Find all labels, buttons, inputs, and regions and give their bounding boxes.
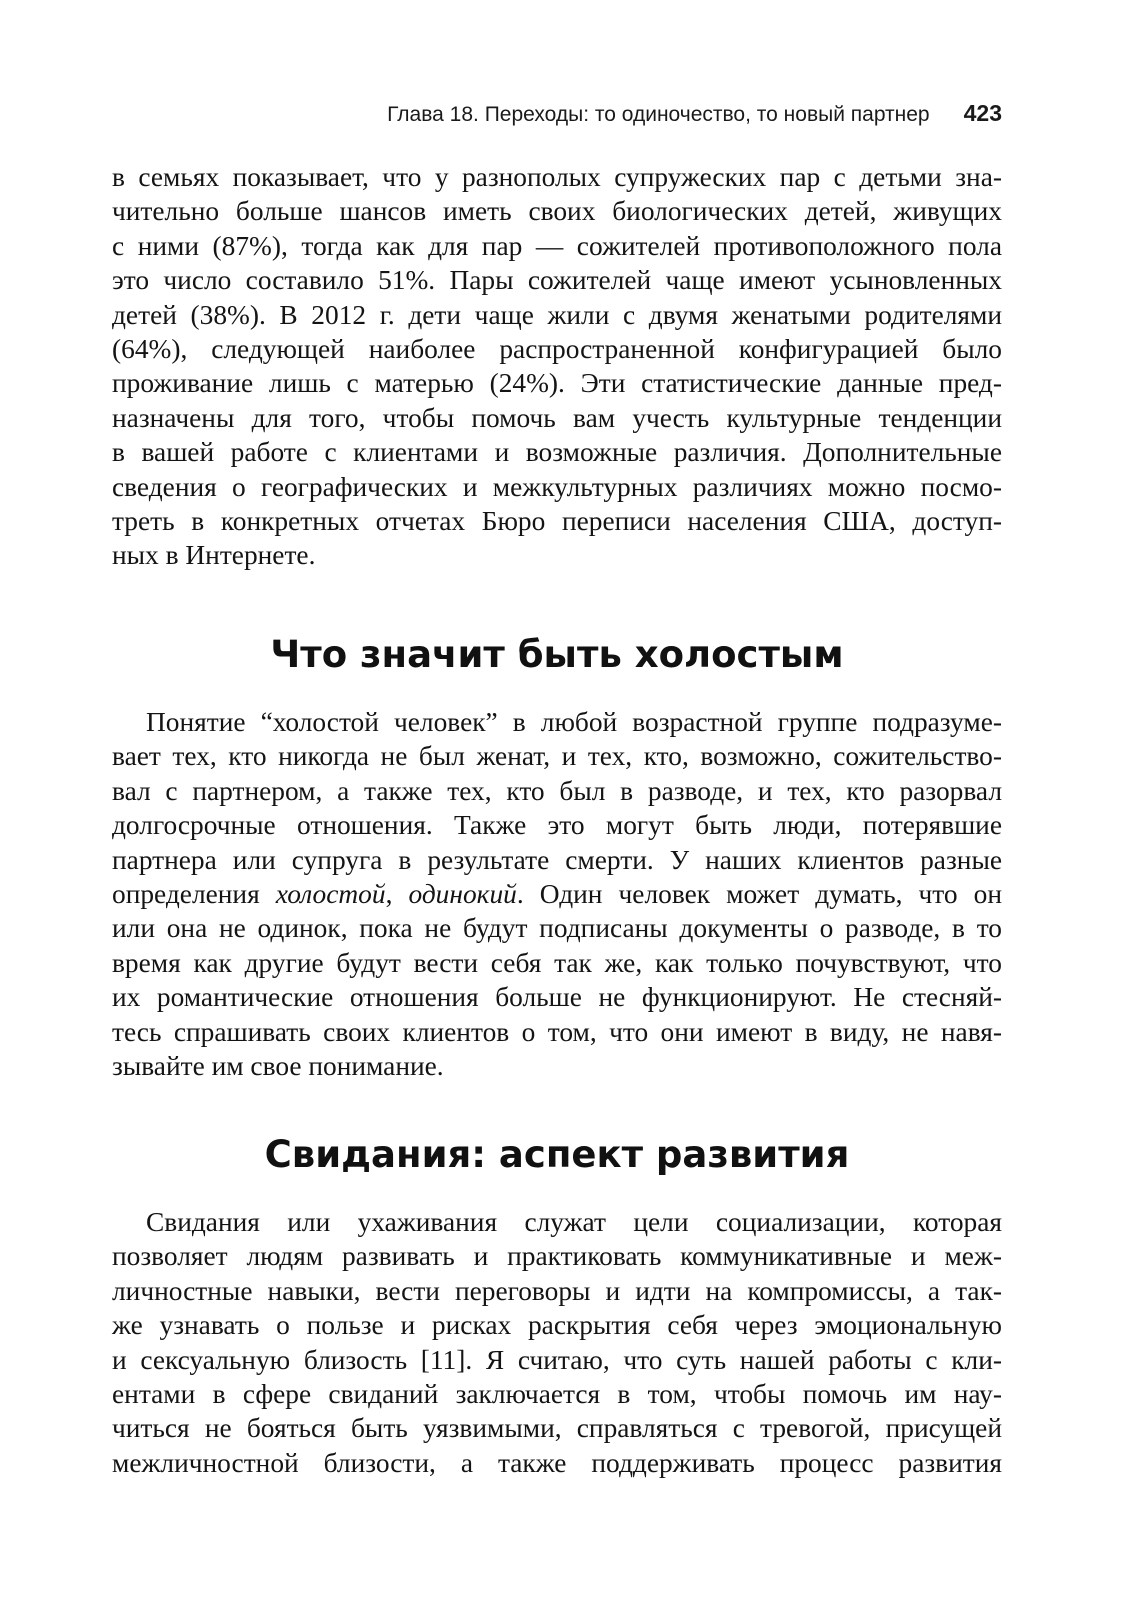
paragraph-1 — [112, 160, 1002, 573]
text-line: детей (38%). В 2012 г. дети чаще жили с двумя женатыми родителями — [112, 299, 1002, 330]
text-run: , — [385, 878, 409, 909]
text-line: назначены для того, чтобы помочь вам учесть культурные тенденции — [112, 402, 1002, 433]
text-line: в семьях показывает, что у разнополых супружеских пар с детьми зна- — [112, 162, 1002, 192]
text-line: тесь спрашивать своих клиентов о том, что они имеют в виду, не навя- — [112, 1016, 1002, 1047]
text-line: межличностной близости, а также поддерживать процесс развития — [112, 1447, 1002, 1478]
text-line: зывайте им свое понимание. — [112, 1050, 444, 1081]
text-line: в вашей работе с клиентами и возможные различия. Дополнительные — [112, 437, 1002, 468]
page-number: 423 — [963, 100, 1002, 126]
text-line: позволяет людям развивать и практиковать коммуникативные и меж- — [112, 1241, 1002, 1272]
text-line: вает тех, кто никогда не был женат, и тех, кто, возможно, сожительство- — [112, 741, 1002, 772]
text-line: вал с партнером, а также тех, кто был в разводе, и тех, кто разорвал — [112, 775, 1002, 806]
text-line: чительно больше шансов иметь своих биологических детей, живущих — [112, 196, 1002, 227]
text-line: (64%), следующей наиболее распространенной конфигурацией было — [112, 333, 1002, 364]
text-line: и сексуальную близость [11]. Я считаю, что суть нашей работы с кли- — [112, 1344, 1002, 1375]
text-line: партнера или супруга в результате смерти. У наших клиентов разные — [112, 844, 1002, 875]
text-line: треть в конкретных отчетах Бюро переписи населения США, доступ- — [112, 505, 1002, 536]
paragraph-2 — [112, 705, 1002, 1083]
text-line: это число составило 51%. Пары сожителей чаще имеют усыновленных — [112, 265, 1002, 296]
text-line: время как другие будут вести себя так же, как только почувствуют, что — [112, 947, 1002, 978]
text-line: или она не одинок, пока не будут подписаны документы о разводе, в то — [112, 913, 1002, 944]
text-line: Понятие “холостой человек” в любой возрастной группе подразуме- — [146, 707, 1002, 737]
text-line: их романтические отношения больше не функционируют. Не стесняй- — [112, 982, 1002, 1013]
paragraph-3 — [112, 1205, 1002, 1480]
text-line: же узнавать о пользе и рисках раскрытия себя через эмоциональную — [112, 1310, 1002, 1341]
text-line: ентами в сфере свиданий заключается в том, чтобы помочь им нау- — [112, 1378, 1002, 1409]
page-header — [112, 100, 1002, 127]
text-run: определения — [112, 878, 276, 909]
running-head: Глава 18. Переходы: то одиночество, то новый партнер — [387, 103, 930, 126]
text-line: ных в Интернете. — [112, 540, 316, 571]
text-line-with-emphasis — [112, 877, 1002, 911]
text-line: проживание лишь с матерью (24%). Эти статистические данные пред- — [112, 368, 1002, 399]
text-line: читься не бояться быть уязвимыми, справляться с тревогой, присущей — [112, 1413, 1002, 1444]
text-run: . Один человек может думать, что он — [516, 878, 1002, 909]
section-heading-single: Что значит быть холостым — [270, 633, 844, 676]
emphasis-term: одинокий — [408, 878, 517, 909]
text-line: с ними (87%), тогда как для пар — сожителей противоположного пола — [112, 230, 1002, 261]
text-line: сведения о географических и межкультурных различиях можно посмо- — [112, 471, 1002, 502]
section-heading-dating: Свидания: аспект развития — [264, 1133, 850, 1176]
text-line: долгосрочные отношения. Также это могут быть люди, потерявшие — [112, 810, 1002, 841]
emphasis-term: холостой — [275, 878, 386, 909]
text-line: личностные навыки, вести переговоры и идти на компромиссы, а так- — [112, 1275, 1002, 1306]
text-line: Свидания или ухаживания служат цели социализации, которая — [146, 1207, 1002, 1237]
